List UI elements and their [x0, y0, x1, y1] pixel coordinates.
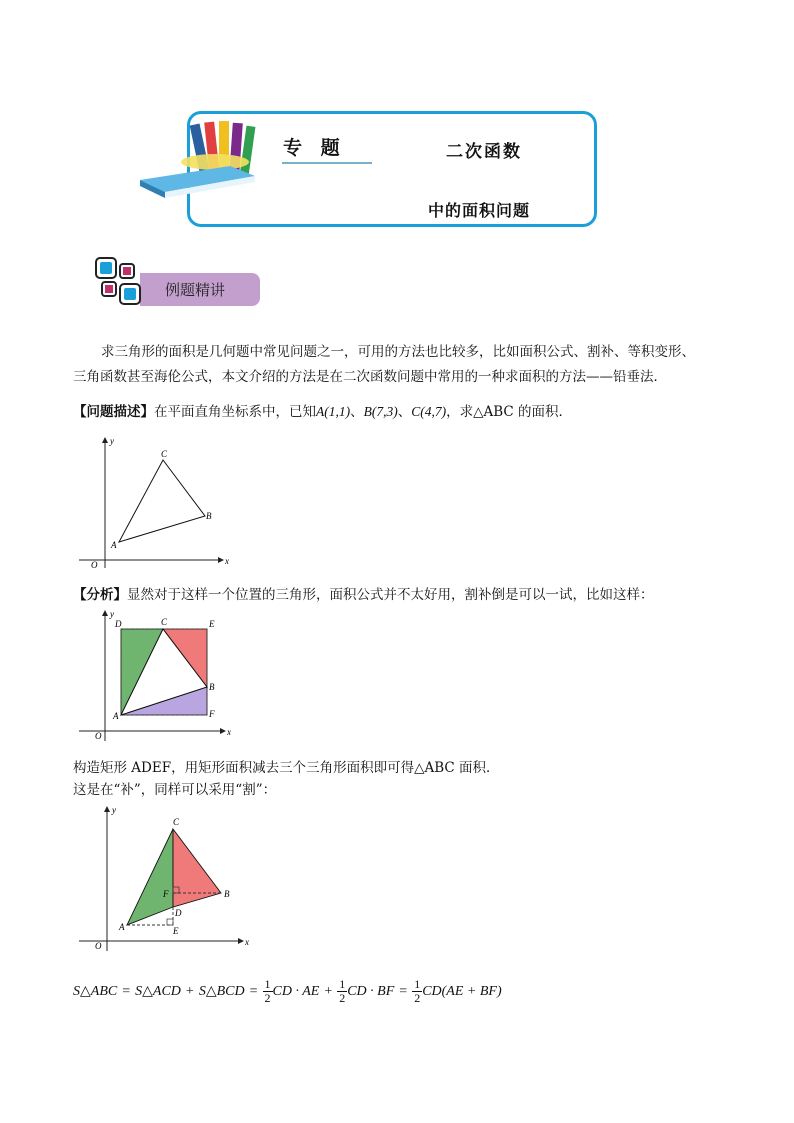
para-cut: 这是在“补”，同样可以采用“割”：: [73, 782, 277, 798]
label-c: C: [161, 617, 168, 627]
label-o: O: [95, 731, 102, 741]
term-3: CD(AE + BF): [422, 983, 502, 999]
label-y: y: [110, 436, 114, 446]
label-b: B: [209, 682, 215, 692]
banner-title-left: 专 题: [283, 137, 346, 159]
sep-2: 、: [397, 404, 412, 420]
label-y: y: [112, 805, 116, 815]
point-c: C(4,7): [411, 404, 447, 419]
triangle-abc: [119, 460, 205, 542]
term-1: CD · AE: [272, 983, 320, 999]
intro-line-1: 求三角形的面积是几何题中常见问题之一，可用的方法也比较多，比如面积公式、割补、等积变形、: [101, 344, 695, 360]
half-den: 2: [339, 991, 346, 1005]
area-formula: S△ABC = S△ACD + S△BCD = $\frac{1}{2}$ CD · AE + $\frac{1}{2}$ CD · BF = $\frac{1}{2}$ CD(AE + BF): [73, 977, 502, 1005]
figure-triangle: [75, 432, 235, 572]
label-x: x: [245, 937, 249, 947]
point-a: A(1,1): [316, 404, 351, 419]
sep-1: 、: [350, 404, 364, 420]
figure-cut-method: [75, 803, 255, 953]
label-b: B: [224, 889, 230, 899]
label-o: O: [91, 560, 98, 570]
problem-statement: [73, 400, 572, 424]
problem-text-after: ，求△ABC 的面积．: [446, 404, 573, 420]
analysis-statement: [73, 583, 654, 607]
label-d: D: [115, 619, 122, 629]
problem-label: 【问题描述】: [73, 404, 154, 420]
label-c: C: [161, 449, 168, 459]
fraction-half-1: [263, 978, 273, 1005]
term-2: CD · BF: [347, 983, 395, 999]
para-rectangle: 构造矩形 ADEF，用矩形面积减去三个三角形面积即可得△ABC 面积．: [73, 760, 500, 776]
banner-underline: [282, 162, 372, 164]
right-angle-e: [167, 919, 173, 925]
label-f: F: [209, 709, 215, 719]
section-tag-label: 例题精讲: [165, 281, 226, 299]
label-x: x: [227, 727, 231, 737]
label-x: x: [225, 556, 229, 566]
label-a: A: [111, 540, 117, 550]
banner-subtitle: 中的面积问题: [428, 201, 531, 220]
half-num: 1: [264, 977, 271, 991]
label-a: A: [119, 922, 125, 932]
s-bcd: S△BCD: [198, 984, 245, 999]
label-d: D: [175, 908, 182, 918]
label-c: C: [173, 817, 180, 827]
books-icon: [135, 118, 295, 198]
fraction-half-3: [412, 978, 422, 1005]
label-e: E: [173, 926, 179, 936]
s-abc: S△ABC: [73, 984, 118, 999]
analysis-text: 显然对于这样一个位置的三角形，面积公式并不太好用，割补倒是可以一试，比如这样：: [127, 587, 654, 603]
half-den: 2: [264, 991, 271, 1005]
s-acd: S△ACD: [135, 984, 181, 999]
banner-title-right: 二次函数: [446, 142, 522, 162]
intro-line-2: 三角函数甚至海伦公式，本文介绍的方法是在二次函数问题中常用的一种求面积的方法——铅垂法．: [73, 369, 667, 385]
label-o: O: [95, 941, 102, 951]
triangle-bcd: [173, 829, 221, 907]
label-a: A: [113, 711, 119, 721]
fraction-half-2: [337, 978, 347, 1005]
label-f: F: [163, 889, 169, 899]
half-num: 1: [414, 977, 421, 991]
half-num: 1: [339, 977, 346, 991]
half-den: 2: [414, 991, 421, 1005]
squares-icon: [94, 256, 146, 308]
label-y: y: [110, 609, 114, 619]
analysis-label: 【分析】: [73, 587, 127, 603]
problem-text-before: 在平面直角坐标系中，已知: [154, 404, 316, 420]
triangle-acd: [127, 829, 173, 925]
label-b: B: [206, 511, 212, 521]
point-b: B(7,3): [363, 404, 398, 419]
figure-rectangle-method: [75, 607, 235, 747]
label-e: E: [209, 619, 215, 629]
